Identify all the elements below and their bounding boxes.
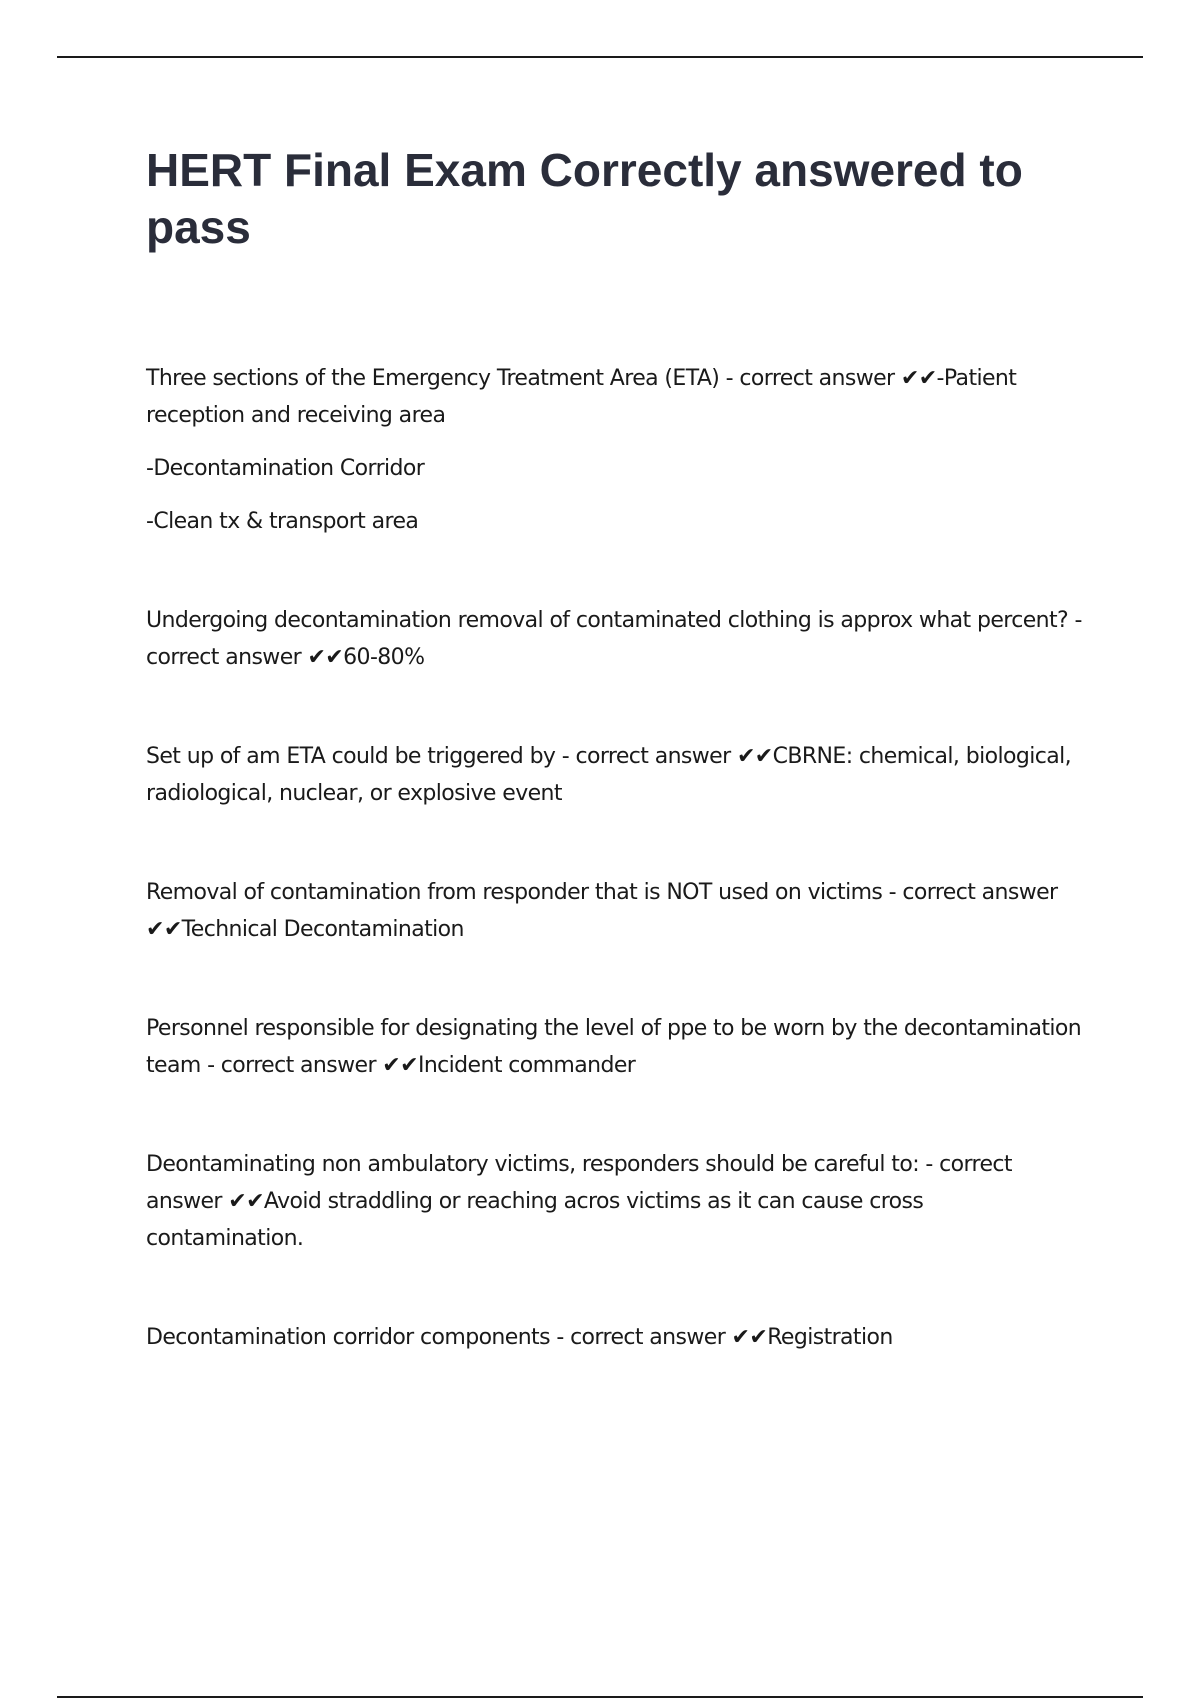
qa-item — [146, 360, 1086, 540]
qa-item — [146, 602, 1086, 676]
top-divider — [57, 56, 1143, 58]
qa-item — [146, 1319, 1086, 1356]
page-title: HERT Final Exam Correctly answered to pass — [146, 144, 1023, 253]
qa-extra-line: -Clean tx & transport area — [146, 509, 419, 534]
qa-text: Set up of am ETA could be triggered by - correct answer ✔✔CBRNE: chemical, biological, radiological, nuclear, or explosive event — [146, 744, 1071, 806]
qa-item — [146, 1010, 1086, 1084]
qa-text: Decontamination corridor components - correct answer ✔✔Registration — [146, 1325, 893, 1350]
qa-text: Personnel responsible for designating the level of ppe to be worn by the decontamination team - correct answer ✔✔Incident commander — [146, 1016, 1082, 1078]
qa-text: Removal of contamination from responder that is NOT used on victims - correct answer ✔✔Technical Decontamination — [146, 880, 1058, 942]
qa-item — [146, 1146, 1086, 1257]
qa-text: Three sections of the Emergency Treatment Area (ETA) - correct answer ✔✔-Patient reception and receiving area — [146, 366, 1017, 428]
qa-item — [146, 874, 1086, 948]
bottom-divider — [57, 1696, 1143, 1698]
qa-text: Undergoing decontamination removal of contaminated clothing is approx what percent? - correct answer ✔✔60-80% — [146, 608, 1082, 670]
qa-text: Deontaminating non ambulatory victims, responders should be careful to: - correct answer ✔✔Avoid straddling or reaching acros victims as it can cause cross contamination. — [146, 1152, 1012, 1251]
qa-item — [146, 738, 1086, 812]
qa-extra-line: -Decontamination Corridor — [146, 456, 425, 481]
qa-list — [146, 360, 1086, 1418]
